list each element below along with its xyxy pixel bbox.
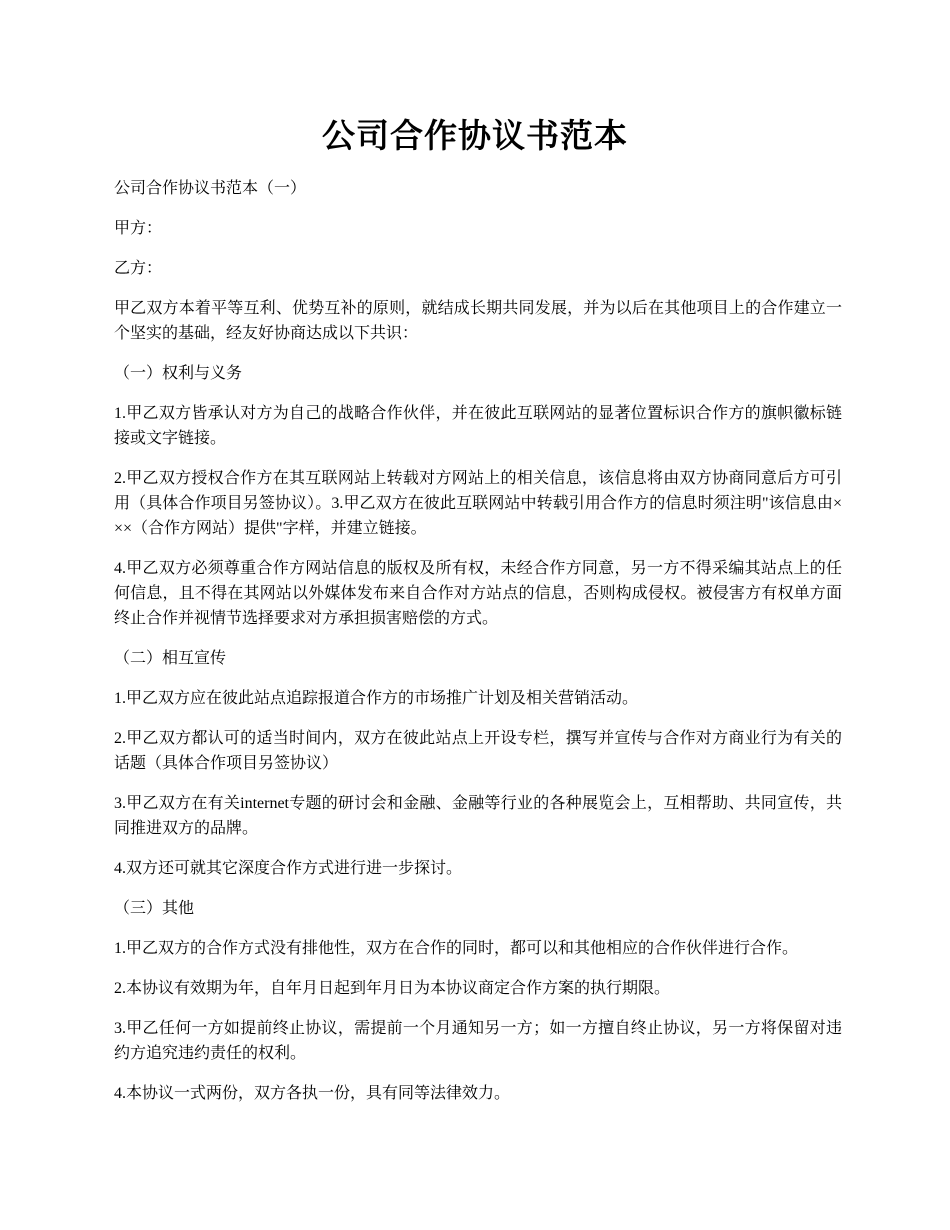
clause-paragraph: 2.甲乙双方授权合作方在其互联网站上转载对方网站上的相关信息，该信息将由双方协商同意后方可引用（具体合作项目另签协议）。3.甲乙双方在彼此互联网站中转载引用合作方的信息时须注明"该信息由×××（合作方网站）提供"字样，并建立链接。 <box>114 470 842 537</box>
clause-paragraph: 1.甲乙双方皆承认对方为自己的战略合作伙伴，并在彼此互联网站的显著位置标识合作方的旗帜徽标链接或文字链接。 <box>114 405 842 447</box>
clause-paragraph: 3.甲乙任何一方如提前终止协议，需提前一个月通知另一方；如一方擅自终止协议，另一方将保留对违约方追究违约责任的权利。 <box>114 1020 842 1062</box>
subtitle-paragraph: 公司合作协议书范本（一） <box>114 180 307 197</box>
clause-paragraph: 2.本协议有效期为年，自年月日起到年月日为本协议商定合作方案的执行期限。 <box>114 980 671 997</box>
clause-paragraph: 1.甲乙双方的合作方式没有排他性，双方在合作的同时，都可以和其他相应的合作伙伴进行合作。 <box>114 940 799 957</box>
preamble-paragraph: 甲乙双方本着平等互利、优势互补的原则，就结成长期共同发展，并为以后在其他项目上的合作建立一个坚实的基础，经友好协商达成以下共识： <box>114 300 842 342</box>
party-a-line: 甲方： <box>114 220 163 237</box>
clause-paragraph: 2.甲乙双方都认可的适当时间内，双方在彼此站点上开设专栏，撰写并宣传与合作对方商业行为有关的话题（具体合作项目另签协议） <box>114 730 842 772</box>
clause-paragraph: 1.甲乙双方应在彼此站点追踪报道合作方的市场推广计划及相关营销活动。 <box>114 690 639 707</box>
section-heading-rights: （一）权利与义务 <box>114 365 243 382</box>
section-heading-promotion: （二）相互宣传 <box>114 650 227 667</box>
document-title: 公司合作协议书范本 <box>322 116 628 155</box>
party-b-line: 乙方： <box>114 260 163 277</box>
clause-paragraph: 4.双方还可就其它深度合作方式进行进一步探讨。 <box>114 860 463 877</box>
document-body <box>114 176 842 1121</box>
clause-paragraph: 4.本协议一式两份，双方各执一份，具有同等法律效力。 <box>114 1085 511 1102</box>
clause-paragraph: 3.甲乙双方在有关internet专题的研讨会和金融、金融等行业的各种展览会上，互相帮助、共同宣传，共同推进双方的品牌。 <box>114 795 842 837</box>
clause-paragraph: 4.甲乙双方必须尊重合作方网站信息的版权及所有权，未经合作方同意，另一方不得采编其站点上的任何信息，且不得在其网站以外媒体发布来自合作对方站点的信息，否则构成侵权。被侵害方有权单方面终止合作并视情节选择要求对方承担损害赔偿的方式。 <box>114 560 842 627</box>
section-heading-other: （三）其他 <box>114 900 195 917</box>
